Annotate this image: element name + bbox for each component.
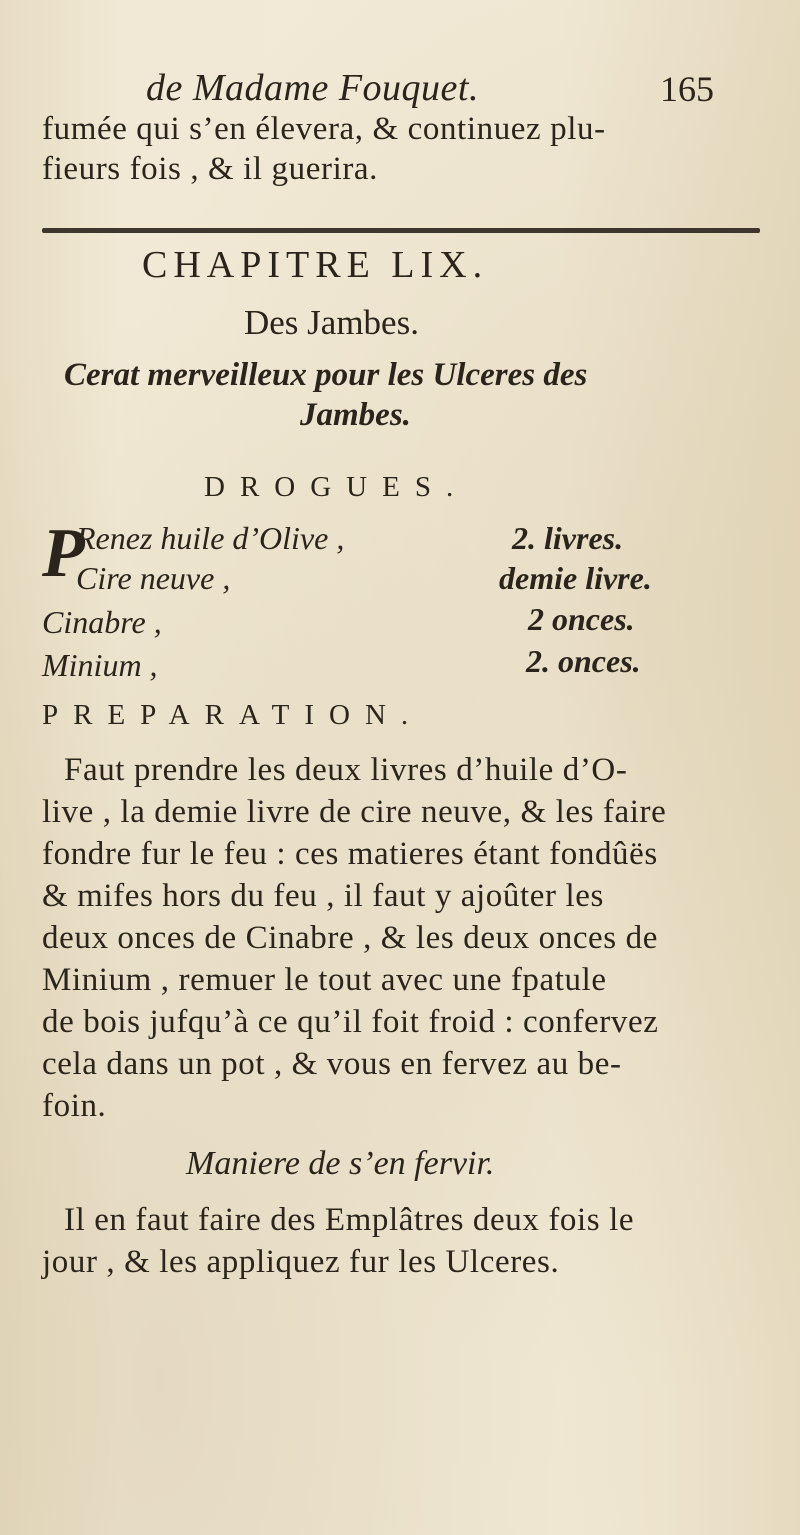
preparation-line-1: Faut prendre les deux livres d’huile d’O- <box>64 752 628 788</box>
recipe-title-line-1: Cerat merveilleux pour les Ulceres des <box>64 357 588 393</box>
preparation-heading: PREPARATION. <box>42 699 424 731</box>
preparation-line-6: Minium , remuer le tout avec une fpatule <box>42 962 607 998</box>
ingredient-qty-1: 2. livres. <box>512 520 624 556</box>
usage-heading: Maniere de s’en fervir. <box>186 1145 495 1182</box>
usage-line-1: Il en faut faire des Emplâtres deux fois le <box>64 1202 635 1238</box>
ingredient-name-3: Cinabre , <box>42 604 162 640</box>
carryover-line-2: fieurs fois , & il guerira. <box>42 151 379 187</box>
recipe-title-line-2: Jambes. <box>300 397 411 433</box>
preparation-line-9: foin. <box>42 1088 107 1124</box>
ingredients-heading: DROGUES. <box>204 471 469 503</box>
preparation-line-2: live , la demie livre de cire neuve, & les faire <box>42 794 667 830</box>
ingredient-name-1: Renez huile d’Olive , <box>76 520 345 556</box>
ingredient-name-4: Minium , <box>42 647 158 683</box>
page-number: 165 <box>660 69 714 109</box>
drop-cap-letter: P <box>42 515 85 592</box>
carryover-line-1: fumée qui s’en élevera, & continuez plu- <box>42 111 606 147</box>
ingredient-qty-4: 2. onces. <box>526 643 641 679</box>
preparation-line-5: deux onces de Cinabre , & les deux onces de <box>42 920 658 956</box>
preparation-line-3: fondre fur le feu : ces matieres étant fondûës <box>42 836 658 872</box>
preparation-line-8: cela dans un pot , & vous en fervez au be- <box>42 1046 622 1082</box>
chapter-title: CHAPITRE LIX. <box>142 244 489 286</box>
usage-line-2: jour , & les appliquez fur les Ulceres. <box>42 1244 560 1280</box>
ingredient-name-2: Cire neuve , <box>76 560 231 596</box>
running-head: de Madame Fouquet. <box>146 67 479 109</box>
ingredient-qty-2: demie livre. <box>499 560 652 596</box>
ingredient-qty-3: 2 onces. <box>528 601 635 637</box>
section-title: Des Jambes. <box>244 303 419 342</box>
preparation-line-7: de bois jufqu’à ce qu’il foit froid : confervez <box>42 1004 659 1040</box>
chapter-divider-rule <box>42 228 760 233</box>
preparation-line-4: & mifes hors du feu , il faut y ajoûter les <box>42 878 604 914</box>
